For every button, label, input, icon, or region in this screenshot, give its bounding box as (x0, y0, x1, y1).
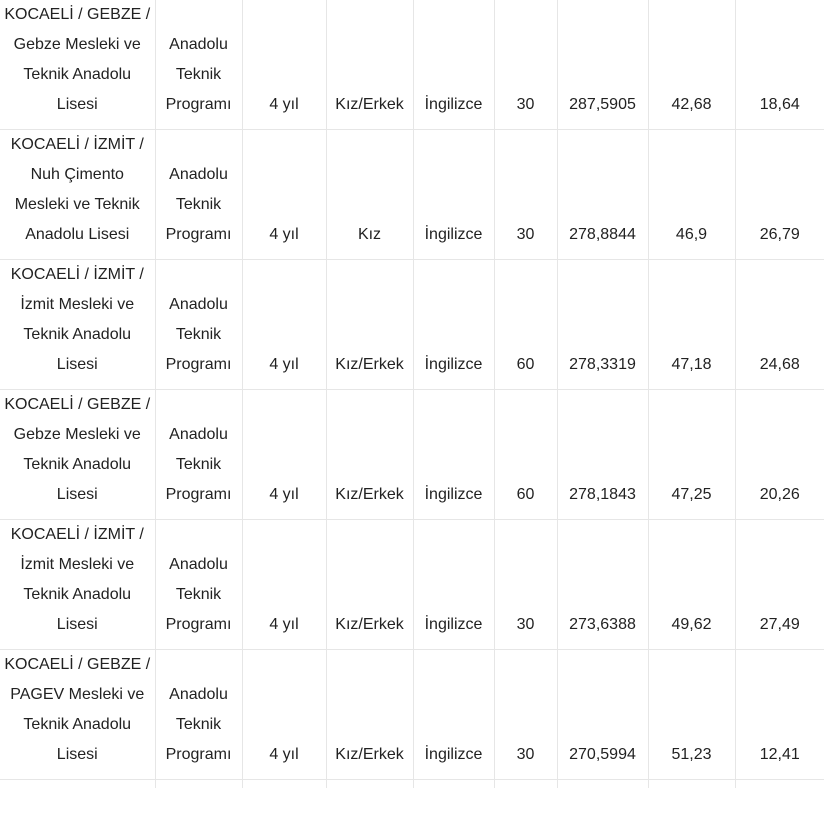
duration-cell (242, 520, 326, 650)
school-cell (0, 260, 155, 390)
duration-value: 4 yıl (269, 96, 299, 113)
program-cell (155, 0, 242, 130)
percentile-value: 49,62 (671, 616, 712, 633)
program-cell (155, 260, 242, 390)
empty-cell (494, 780, 557, 788)
language-cell (413, 130, 494, 260)
score-value: 278,1843 (569, 486, 636, 503)
ratio-value: 20,26 (759, 486, 800, 503)
empty-cell (557, 780, 648, 788)
program-name: Anadolu Teknik Programı (165, 686, 232, 763)
school-cell (0, 390, 155, 520)
quota-value: 30 (516, 746, 535, 763)
gender-value: Kız/Erkek (335, 96, 404, 113)
quota-cell (494, 390, 557, 520)
language-cell (413, 0, 494, 130)
score-value: 278,3319 (569, 356, 636, 373)
table-row-partial (0, 780, 824, 788)
school-cell (0, 130, 155, 260)
gender-value: Kız/Erkek (335, 616, 404, 633)
program-cell (155, 130, 242, 260)
percentile-cell (648, 390, 735, 520)
school-name: KOCAELİ / GEBZE / Gebze Mesleki ve Teknik Anadolu Lisesi (4, 6, 151, 113)
score-value: 287,5905 (569, 96, 636, 113)
ratio-value: 18,64 (759, 96, 800, 113)
duration-value: 4 yıl (269, 746, 299, 763)
language-cell (413, 520, 494, 650)
quota-cell (494, 520, 557, 650)
ratio-cell (735, 0, 824, 130)
program-cell (155, 650, 242, 780)
quota-value: 30 (516, 226, 535, 243)
language-cell (413, 260, 494, 390)
empty-cell (326, 780, 413, 788)
language-cell (413, 390, 494, 520)
duration-value: 4 yıl (269, 226, 299, 243)
quota-cell (494, 650, 557, 780)
score-cell (557, 520, 648, 650)
ratio-cell (735, 650, 824, 780)
gender-value: Kız/Erkek (335, 486, 404, 503)
duration-cell (242, 260, 326, 390)
program-name: Anadolu Teknik Programı (165, 556, 232, 633)
duration-value: 4 yıl (269, 616, 299, 633)
school-cell (0, 520, 155, 650)
ratio-cell (735, 130, 824, 260)
empty-cell (242, 780, 326, 788)
table-row (0, 390, 824, 520)
program-name: Anadolu Teknik Programı (165, 296, 232, 373)
percentile-value: 42,68 (671, 96, 712, 113)
empty-cell (735, 780, 824, 788)
ratio-cell (735, 520, 824, 650)
language-value: İngilizce (424, 616, 483, 633)
language-value: İngilizce (424, 226, 483, 243)
percentile-value: 47,18 (671, 356, 712, 373)
quota-value: 60 (516, 356, 535, 373)
gender-cell (326, 0, 413, 130)
gender-value: Kız (357, 226, 382, 243)
ratio-cell (735, 260, 824, 390)
gender-cell (326, 650, 413, 780)
duration-value: 4 yıl (269, 356, 299, 373)
gender-cell (326, 130, 413, 260)
score-value: 278,8844 (569, 226, 636, 243)
school-cell (0, 0, 155, 130)
table-row (0, 130, 824, 260)
table-row (0, 520, 824, 650)
quota-value: 30 (516, 616, 535, 633)
table-row (0, 0, 824, 130)
gender-cell (326, 520, 413, 650)
school-name: KOCAELİ / İZMİT / İzmit Mesleki ve Teknik Anadolu Lisesi (10, 526, 144, 633)
school-name: KOCAELİ / GEBZE / Gebze Mesleki ve Teknik Anadolu Lisesi (4, 396, 151, 503)
percentile-cell (648, 0, 735, 130)
quota-cell (494, 0, 557, 130)
program-cell (155, 520, 242, 650)
table-row (0, 650, 824, 780)
table-row (0, 260, 824, 390)
ratio-value: 12,41 (759, 746, 800, 763)
duration-value: 4 yıl (269, 486, 299, 503)
percentile-cell (648, 260, 735, 390)
school-name: KOCAELİ / İZMİT / İzmit Mesleki ve Teknik Anadolu Lisesi (10, 266, 144, 373)
language-value: İngilizce (424, 96, 483, 113)
score-cell (557, 390, 648, 520)
school-name: KOCAELİ / GEBZE / PAGEV Mesleki ve Teknik Anadolu Lisesi (4, 656, 151, 763)
percentile-value: 46,9 (675, 226, 708, 243)
gender-cell (326, 390, 413, 520)
percentile-cell (648, 520, 735, 650)
gender-value: Kız/Erkek (335, 746, 404, 763)
duration-cell (242, 0, 326, 130)
quota-cell (494, 260, 557, 390)
gender-value: Kız/Erkek (335, 356, 404, 373)
empty-cell (155, 780, 242, 788)
quota-cell (494, 130, 557, 260)
language-value: İngilizce (424, 746, 483, 763)
percentile-cell (648, 650, 735, 780)
school-name: KOCAELİ / İZMİT / Nuh Çimento Mesleki ve Teknik Anadolu Lisesi (10, 136, 144, 243)
duration-cell (242, 650, 326, 780)
language-value: İngilizce (424, 356, 483, 373)
percentile-cell (648, 130, 735, 260)
empty-cell (648, 780, 735, 788)
ratio-value: 24,68 (759, 356, 800, 373)
ratio-cell (735, 390, 824, 520)
program-name: Anadolu Teknik Programı (165, 36, 232, 113)
score-cell (557, 130, 648, 260)
score-cell (557, 260, 648, 390)
duration-cell (242, 130, 326, 260)
quota-value: 30 (516, 96, 535, 113)
language-value: İngilizce (424, 486, 483, 503)
percentile-value: 47,25 (671, 486, 712, 503)
language-cell (413, 650, 494, 780)
ratio-value: 26,79 (759, 226, 800, 243)
score-value: 270,5994 (569, 746, 636, 763)
score-cell (557, 650, 648, 780)
program-cell (155, 390, 242, 520)
gender-cell (326, 260, 413, 390)
duration-cell (242, 390, 326, 520)
percentile-value: 51,23 (671, 746, 712, 763)
score-cell (557, 0, 648, 130)
school-cell (0, 650, 155, 780)
score-value: 273,6388 (569, 616, 636, 633)
program-name: Anadolu Teknik Programı (165, 166, 232, 243)
program-name: Anadolu Teknik Programı (165, 426, 232, 503)
quota-value: 60 (516, 486, 535, 503)
empty-cell (413, 780, 494, 788)
ratio-value: 27,49 (759, 616, 800, 633)
empty-cell (0, 780, 155, 788)
